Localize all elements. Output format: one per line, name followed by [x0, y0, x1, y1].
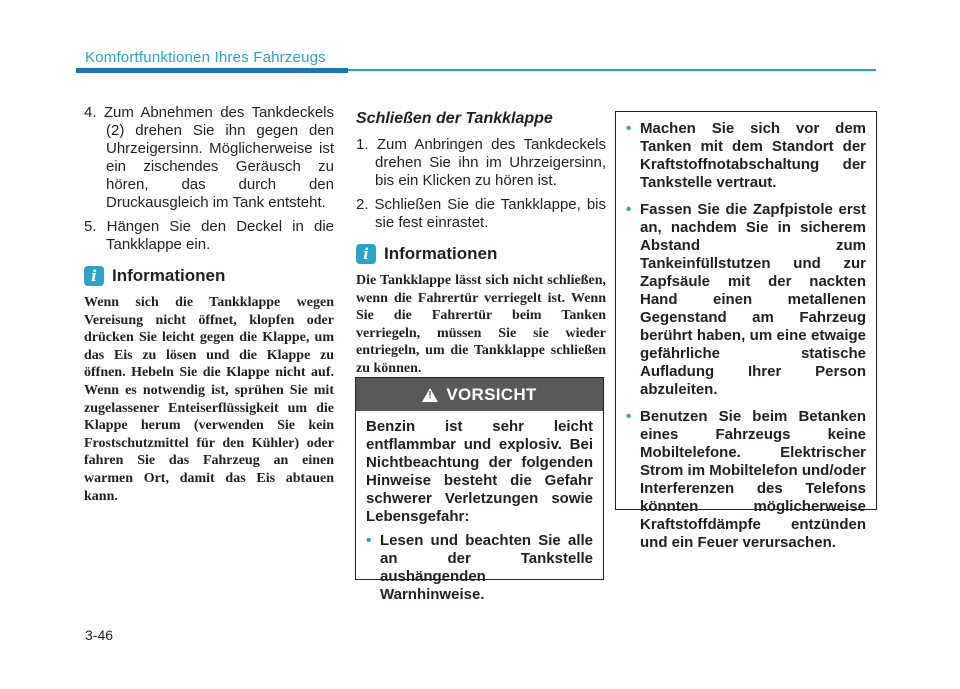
- info-header: [84, 266, 334, 286]
- bullet-dot: •: [626, 408, 632, 425]
- caution-box: [355, 377, 604, 603]
- caution-intro: Benzin ist sehr leicht entflammbar und explosiv. Bei Nichtbeachtung der folgenden Hinweise besteht die Gefahr schwerer Verletzungen sowie Lebensgefahr:: [366, 418, 593, 525]
- warning-list-box: [615, 111, 877, 551]
- bullet-dot: •: [626, 201, 632, 218]
- info-title: Informationen: [112, 266, 226, 285]
- info-title: Informationen: [384, 244, 498, 263]
- caution-bullet: [366, 532, 593, 604]
- bullet-dot: •: [366, 532, 372, 549]
- caution-label: VORSICHT: [446, 384, 537, 404]
- info-text: Wenn sich die Tankklappe wegen Vereisung nicht öffnet, klopfen oder drücken Sie leicht gegen die Klappe, um das Eis zu lösen und die Klappe zu öffnen. Hebeln Sie die Klappe nicht auf. Wenn es notwendig ist, sprühen Sie mit zugelassener Enteiserflüssigkeit um die Klappe herum (verwenden Sie kein Frostschutzmittel für den Kühler) oder fahren Sie das Fahrzeug an einen warmen Ort, damit das Eis abtauen kann.: [84, 295, 334, 504]
- caution-header: [356, 378, 603, 411]
- info-icon: i: [356, 244, 376, 264]
- section-title: Schließen der Tankklappe: [356, 110, 553, 127]
- header-title: Komfortfunktionen Ihres Fahrzeugs: [85, 49, 326, 66]
- header-rule: [348, 69, 876, 71]
- warning-bullet-text: Machen Sie sich vor dem Tanken mit dem Standort der Kraftstoffnotabschaltung der Tankstelle vertraut.: [640, 120, 866, 191]
- info-text: Die Tankklappe lässt sich nicht schließen, wenn die Fahrertür verriegelt ist. Wenn Sie die Fahrertür beim Tanken verriegeln, müssen Sie sie wieder entriegeln, um die Tankklappe schließen zu können.: [356, 273, 606, 376]
- info-icon: i: [84, 266, 104, 286]
- middle-column: [356, 110, 606, 378]
- warning-bullet-text: Benutzen Sie beim Betanken eines Fahrzeugs keine Mobiltelefone. Elektrischer Strom im Mobiltelefon und/oder Interferenzen des Telefons könnten möglicherweise Kraftstoffdämpfe entzünden und ein Feuer verursachen.: [640, 408, 866, 551]
- page-number: 3-46: [85, 627, 114, 643]
- left-column: [84, 104, 334, 505]
- header-bar: [76, 68, 348, 73]
- step-2: 2. Schließen Sie die Tankklappe, bis sie fest einrastet.: [356, 196, 606, 231]
- warning-bullet-text: Fassen Sie die Zapfpistole erst an, nachdem Sie in sicherem Abstand zum Tankeinfüllstutzen und zur Zapfsäule mit der nackten Hand einen metallenen Gegenstand am Fahrzeug berührt haben, um eine etwaige gefährliche statische Aufladung Ihrer Person abzuleiten.: [640, 201, 866, 398]
- bullet-dot: •: [626, 120, 632, 137]
- warning-bullet: [626, 120, 866, 192]
- step-5: 5. Hängen Sie den Deckel in die Tankklappe ein.: [84, 218, 334, 253]
- step-4: 4. Zum Abnehmen des Tankdeckels (2) drehen Sie ihn gegen den Uhrzeigersinn. Möglicherweise ist ein zischendes Geräusch zu hören, das durch den Druckausgleich im Tank entsteht.: [84, 104, 334, 211]
- warning-bullet: [626, 408, 866, 552]
- caution-body: [356, 411, 603, 604]
- info-header: [356, 244, 606, 264]
- step-1: 1. Zum Anbringen des Tankdeckels drehen Sie ihn im Uhrzeigersinn, bis ein Klicken zu hören ist.: [356, 136, 606, 189]
- warning-triangle-icon: [422, 388, 438, 402]
- caution-bullet-text: Lesen und beachten Sie alle an der Tankstelle aushängenden Warnhinweise.: [380, 532, 593, 603]
- warning-bullet: [626, 201, 866, 399]
